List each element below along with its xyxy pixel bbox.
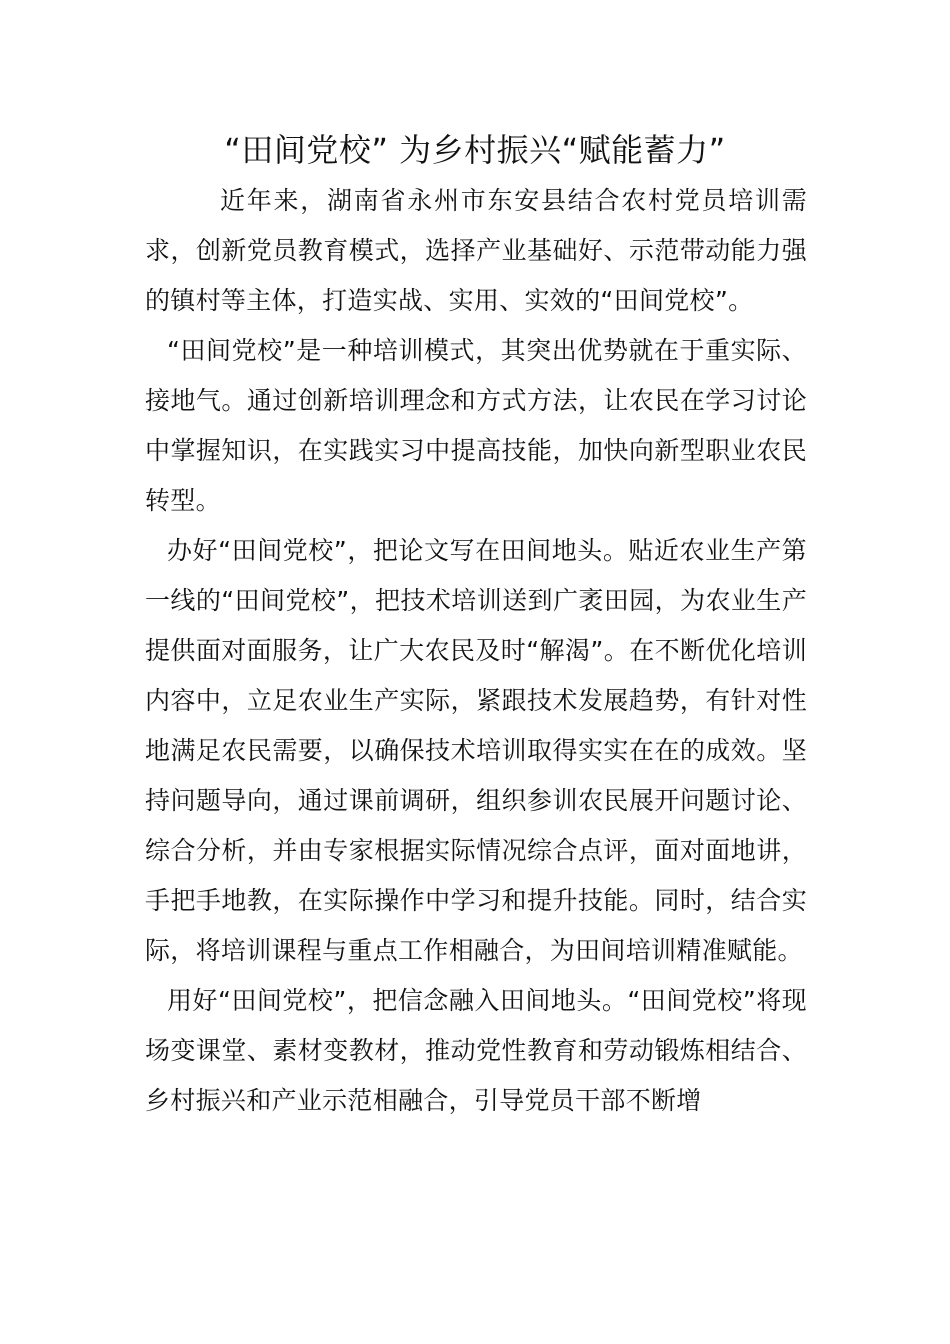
paragraph: 近年来，湖南省永州市东安县结合农村党员培训需求，创新党员教育模式，选择产业基础好、示范带动能力强的镇村等主体，打造实战、实用、实效的“田间党校”。 xyxy=(145,186,807,315)
paragraph: 办好“田间党校”，把论文写在田间地头。贴近农业生产第一线的“田间党校”，把技术培训送到广袤田园，为农业生产提供面对面服务，让广大农民及时“解渴”。在不断优化培训内容中，立足农业生产实际，紧跟技术发展趋势，有针对性地满足农民需要，以确保技术培训取得实实在在的成效。坚持问题导向，通过课前调研，组织参训农民展开问题讨论、综合分析，并由专家根据实际情况综合点评，面对面地讲，手把手地教，在实际操作中学习和提升技能。同时，结合实际，将培训课程与重点工作相融合，为田间培训精准赋能。 xyxy=(145,536,807,965)
document-title: “田间党校” 为乡村振兴“赋能蓄力” xyxy=(224,131,726,169)
paragraph: “田间党校”是一种培训模式，其突出优势就在于重实际、接地气。通过创新培训理念和方式方法，让农民在学习讨论中掌握知识，在实践实习中提高技能，加快向新型职业农民转型。 xyxy=(145,336,807,515)
paragraph: 用好“田间党校”，把信念融入田间地头。“田间党校”将现场变课堂、素材变教材，推动党性教育和劳动锻炼相结合、乡村振兴和产业示范相融合，引导党员干部不断增 xyxy=(145,986,807,1115)
document-body xyxy=(145,176,807,1126)
